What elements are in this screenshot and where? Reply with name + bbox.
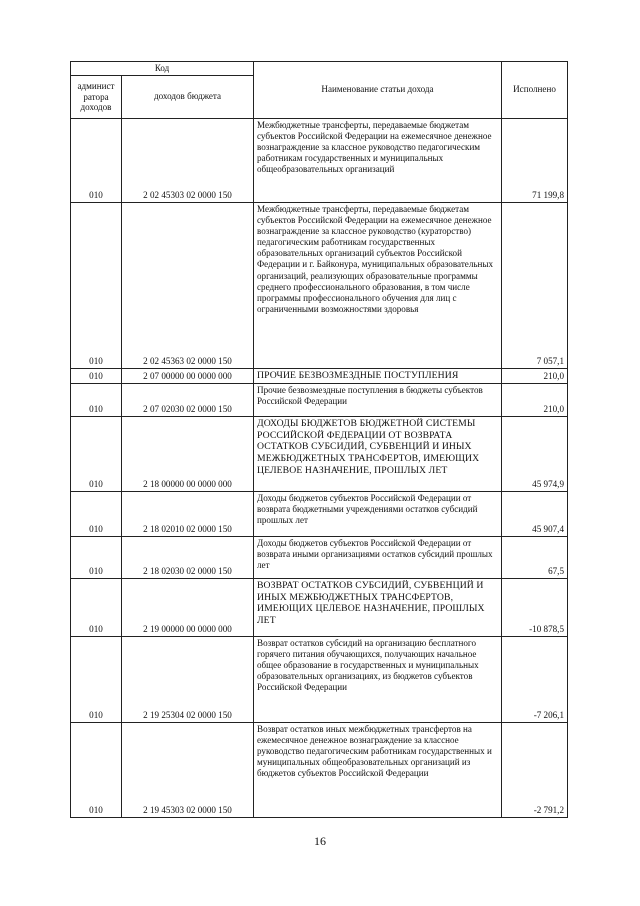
cell-income-name: Возврат остатков субсидий на организацию бесплатного горячего питания обучающихся, получающих начальное общее образование в государственных и муниципальных образовательных организациях, из бюджетов субъектов Российской Федерации <box>254 636 502 722</box>
cell-budget-code: 2 19 45303 02 0000 150 <box>122 722 254 817</box>
cell-income-name: Прочие безвозмездные поступления в бюджеты субъектов Российской Федерации <box>254 383 502 416</box>
table-row <box>71 722 568 817</box>
header-budget-income-code: доходов бюджета <box>122 75 254 118</box>
cell-executed-amount: 71 199,8 <box>502 118 568 202</box>
cell-income-name: Межбюджетные трансферты, передаваемые бюджетам субъектов Российской Федерации на ежемесячное денежное вознаграждение за классное руководство (кураторство) педагогическим работникам государственных образовательных организаций субъектов Российской Федерации и г. Байконура, муниципальных образовательных организаций, реализующих образовательные программы среднего профессионального образования, в том числе программы профессионального обучения для лиц с ограниченными возможностями здоровья <box>254 202 502 368</box>
table-row <box>71 368 568 383</box>
cell-admin-code: 010 <box>71 722 122 817</box>
cell-admin-code: 010 <box>71 491 122 536</box>
table-row <box>71 578 568 636</box>
cell-budget-code: 2 19 25304 02 0000 150 <box>122 636 254 722</box>
cell-executed-amount: 45 907,4 <box>502 491 568 536</box>
table-row <box>71 118 568 202</box>
table-header-row <box>71 62 568 76</box>
cell-executed-amount: -2 791,2 <box>502 722 568 817</box>
header-income-name: Наименование статьи дохода <box>254 62 502 119</box>
cell-budget-code: 2 19 00000 00 0000 000 <box>122 578 254 636</box>
cell-admin-code: 010 <box>71 383 122 416</box>
cell-admin-code: 010 <box>71 578 122 636</box>
cell-budget-code: 2 07 02030 02 0000 150 <box>122 383 254 416</box>
page-number: 16 <box>314 834 326 848</box>
cell-admin-code: 010 <box>71 536 122 578</box>
cell-income-name: Доходы бюджетов субъектов Российской Федерации от возврата бюджетными учреждениями остатков субсидий прошлых лет <box>254 491 502 536</box>
budget-revenue-table <box>70 61 568 818</box>
cell-income-name: ДОХОДЫ БЮДЖЕТОВ БЮДЖЕТНОЙ СИСТЕМЫ РОССИЙСКОЙ ФЕДЕРАЦИИ ОТ ВОЗВРАТА ОСТАТКОВ СУБСИДИЙ, СУБВЕНЦИЙ И ИНЫХ МЕЖБЮДЖЕТНЫХ ТРАНСФЕРТОВ, ИМЕЮЩИХ ЦЕЛЕВОЕ НАЗНАЧЕНИЕ, ПРОШЛЫХ ЛЕТ <box>254 416 502 491</box>
cell-executed-amount: -7 206,1 <box>502 636 568 722</box>
cell-admin-code: 010 <box>71 118 122 202</box>
cell-budget-code: 2 18 02030 02 0000 150 <box>122 536 254 578</box>
cell-executed-amount: 210,0 <box>502 368 568 383</box>
cell-admin-code: 010 <box>71 416 122 491</box>
cell-executed-amount: -10 878,5 <box>502 578 568 636</box>
cell-admin-code: 010 <box>71 368 122 383</box>
table-row <box>71 536 568 578</box>
table-row <box>71 383 568 416</box>
table-row <box>71 491 568 536</box>
table-body <box>71 118 568 817</box>
header-administrator: админист ратора доходов <box>71 75 122 118</box>
cell-income-name: ВОЗВРАТ ОСТАТКОВ СУБСИДИЙ, СУБВЕНЦИЙ И ИНЫХ МЕЖБЮДЖЕТНЫХ ТРАНСФЕРТОВ, ИМЕЮЩИХ ЦЕЛЕВОЕ НАЗНАЧЕНИЕ, ПРОШЛЫХ ЛЕТ <box>254 578 502 636</box>
cell-income-name: Межбюджетные трансферты, передаваемые бюджетам субъектов Российской Федерации на ежемесячное денежное вознаграждение за классное руководство педагогическим работникам государственных и муниципальных общеобразовательных организаций <box>254 118 502 202</box>
cell-executed-amount: 7 057,1 <box>502 202 568 368</box>
cell-executed-amount: 67,5 <box>502 536 568 578</box>
cell-executed-amount: 45 974,9 <box>502 416 568 491</box>
cell-budget-code: 2 02 45363 02 0000 150 <box>122 202 254 368</box>
cell-budget-code: 2 18 02010 02 0000 150 <box>122 491 254 536</box>
cell-budget-code: 2 07 00000 00 0000 000 <box>122 368 254 383</box>
cell-admin-code: 010 <box>71 636 122 722</box>
cell-budget-code: 2 18 00000 00 0000 000 <box>122 416 254 491</box>
cell-income-name: Возврат остатков иных межбюджетных трансфертов на ежемесячное денежное вознаграждение за классное руководство педагогическим работникам государственных и муниципальных общеобразовательных организаций из бюджетов субъектов Российской Федерации <box>254 722 502 817</box>
cell-executed-amount: 210,0 <box>502 383 568 416</box>
cell-budget-code: 2 02 45303 02 0000 150 <box>122 118 254 202</box>
table-row <box>71 416 568 491</box>
table-row <box>71 636 568 722</box>
table-row <box>71 202 568 368</box>
cell-income-name: Доходы бюджетов субъектов Российской Федерации от возврата иными организациями остатков субсидий прошлых лет <box>254 536 502 578</box>
header-code-group: Код <box>71 62 254 76</box>
cell-admin-code: 010 <box>71 202 122 368</box>
cell-income-name: ПРОЧИЕ БЕЗВОЗМЕЗДНЫЕ ПОСТУПЛЕНИЯ <box>254 368 502 383</box>
header-executed: Исполнено <box>502 62 568 119</box>
